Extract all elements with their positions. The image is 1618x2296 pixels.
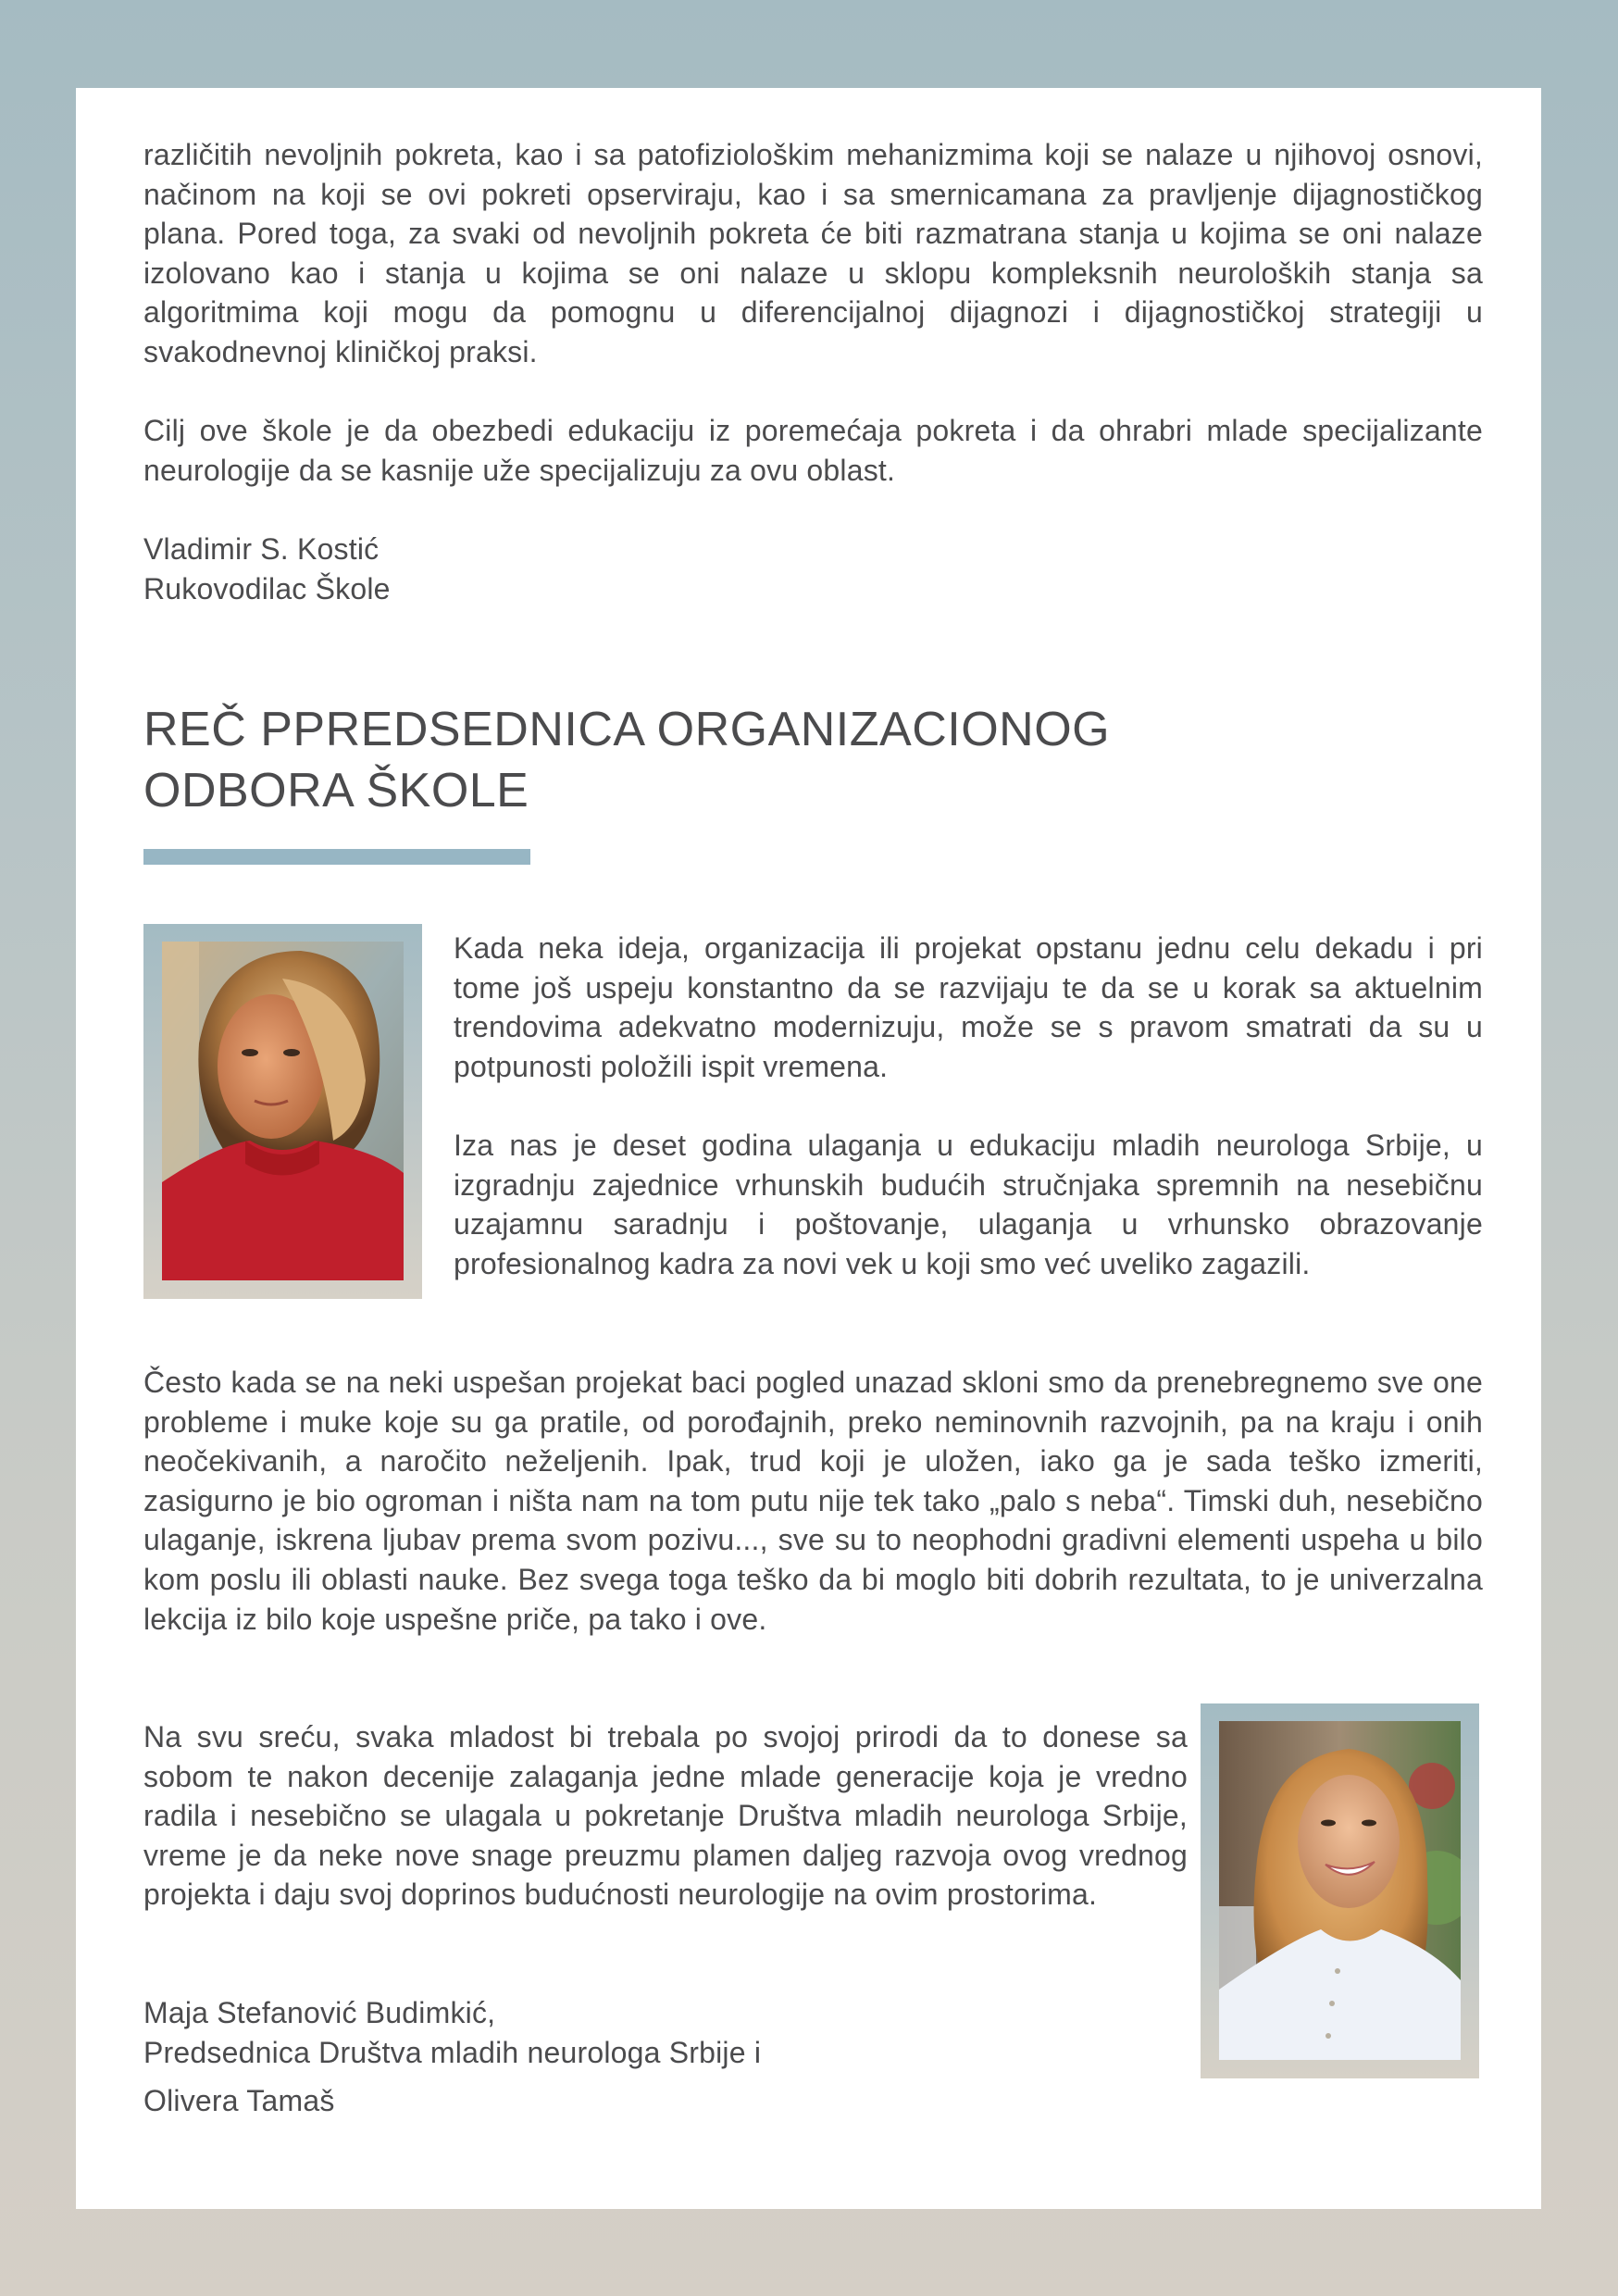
section-paragraph-2: Iza nas je deset godina ulaganja u edukaciju mladih neurologa Srbije, u izgradnju zajednice vrhunskih budućih stručnjaka spremnih na nesebičnu uzajamnu saradnju i poštovanje, ulaganja u vrhunsko obrazovanje profesionalnog kadra za novi vek u koji smo već uveliko zagazili.: [454, 1128, 1483, 1280]
photo-frame-1: [143, 924, 422, 1299]
photo-frame-2: [1201, 1703, 1479, 2078]
section-body-text: [143, 1363, 1483, 1639]
section-intro-text: [454, 929, 1483, 1283]
section-heading-line-1: REČ PPREDSEDNICA ORGANIZACIONOG: [143, 703, 1111, 756]
signature-name: Vladimir S. Kostić: [143, 531, 380, 566]
intro-paragraph-1: različitih nevoljnih pokreta, kao i sa patofiziološkim mehanizmima koji se nalaze u njihovoj osnovi, načinom na koji se ovi pokreti opserviraju, kao i sa smernicamana za pravljenje dijagnostičkog plana. Pored toga, za svaki od nevoljnih pokreta će biti razmatrana stanja u kojima se oni nalaze izolovano kao i stanja u kojima se oni nalaze u sklopu kompleksnih neuroloških stanja sa algoritmima koji mogu da pomognu u diferencijalnoj dijagnozi i dijagnostičkoj strategiji u svakodnevnoj kliničkoj praksi.: [143, 138, 1483, 368]
signature-line-3: Olivera Tamaš: [143, 2084, 335, 2118]
section-heading-line-2: ODBORA ŠKOLE: [143, 764, 529, 817]
section-closing-text: [143, 1717, 1188, 1915]
section-paragraph-1: Kada neka ideja, organizacija ili projekat opstanu jednu celu dekadu i pri tome još uspeju konstantno da se razvijaju te da se u korak sa aktuelnim trendovima adekvatno modernizuju, može se s pravom smatrati da su u potpunosti položili ispit vremena.: [454, 931, 1483, 1083]
portrait-photo-2: [1219, 1721, 1461, 2060]
section-signature: [143, 1993, 1162, 2121]
portrait-image-2: [1219, 1721, 1461, 2060]
signature-role: Rukovodilac Škole: [143, 571, 391, 605]
intro-text: [143, 135, 1483, 608]
heading-accent-bar: [143, 849, 530, 865]
section-heading: [143, 699, 1347, 821]
portrait-photo-1: [162, 942, 404, 1280]
intro-paragraph-2: Cilj ove škole je da obezbedi edukaciju iz poremećaja pokreta i da ohrabri mlade specijalizante neurologije da se kasnije uže specijalizuju za ovu oblast.: [143, 414, 1483, 487]
portrait-image-1: [162, 942, 404, 1280]
signature-line-2: Predsednica Društva mladih neurologa Srbije i: [143, 2035, 762, 2069]
document-page: [76, 88, 1541, 2209]
section-paragraph-3: Često kada se na neki uspešan projekat baci pogled unazad skloni smo da prenebregnemo sve one probleme i muke koje su ga pratile, od porođajnih, preko neminovnih razvojnih, pa na kraju i onih neočekivanih, a naročito neželjenih. Ipak, trud koji je uložen, iako ga je sada teško izmeriti, zasigurno je bio ogroman i ništa nam na tom putu nije tek tako „palo s neba“. Timski duh, nesebično ulaganje, iskrena ljubav prema svom pozivu..., sve su to neophodni gradivni elementi uspeha u bilo kom poslu ili oblasti nauke. Bez svega toga teško da bi moglo biti dobrih rezultata, to je univerzalna lekcija iz bilo koje uspešne priče, pa tako i ove.: [143, 1366, 1483, 1636]
signature-line-1: Maja Stefanović Budimkić,: [143, 1996, 496, 2029]
section-paragraph-4: Na svu sreću, svaka mladost bi trebala po svojoj prirodi da to donese sa sobom te nakon decenije zalaganja jedne mlade generacije koja je vredno radila i nesebično se ulagala u pokretanje Društva mladih neurologa Srbije, vreme je da neke nove snage preuzmu plamen daljeg razvoja ovog vrednog projekta i daju svoj doprinos budućnosti neurologije na ovim prostorima.: [143, 1720, 1188, 1912]
